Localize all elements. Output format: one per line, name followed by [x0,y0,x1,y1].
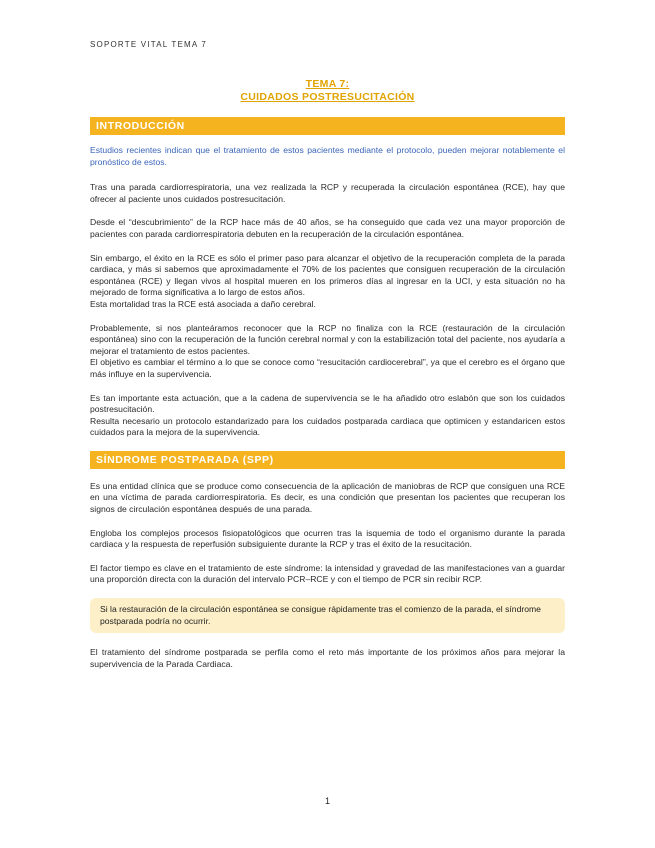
highlight-callout [90,598,565,633]
document-body [90,117,565,682]
spp-paragraph-4: El tratamiento del síndrome postparada se perfila como el reto más importante de los próximos años para mejorar la supervivencia de la Parada Cardiaca. [90,647,565,669]
section-heading-sindrome-postparada: SÍNDROME POSTPARADA (SPP) [90,451,565,469]
spp-paragraph-3: El factor tiempo es clave en el tratamiento de este síndrome: la intensidad y gravedad de las manifestaciones van a guardar una proporción directa con la duración del intervalo PCR–RCE y con el tiempo de PCR sin recibir RCP. [90,562,565,585]
intro-paragraph-4b: El objetivo es cambiar el término a lo que se conoce como “resucitación cardiocerebral”, ya que el cerebro es el órgano que más influye en la supervivencia. [90,357,565,379]
intro-paragraph-4a: Probablemente, si nos planteáramos reconocer que la RCP no finaliza con la RCE (restauración de la circulación espontánea) sino con la recuperación de la función cerebral normal y con la estabilización total del paciente, nos ayudaría a mejorar el tratamiento de estos pacientes. [90,322,565,356]
title-line-2: CUIDADOS POSTRESUCITACIÓN [240,91,415,103]
spp-paragraph-2: Engloba los complejos procesos fisiopatológicos que ocurren tras la isquemia de todo el organismo durante la parada cardiaca y la respuesta de reperfusión subsiguiente durante la RCP y tras el éxito de la resucitación. [90,527,565,550]
intro-paragraph-5b: Resulta necesario un protocolo estandarizado para los cuidados postparada cardiaca que optimicen y estandaricen estos cuidados para la mejora de la supervivencia. [90,415,565,438]
section-heading-introduccion: INTRODUCCIÓN [90,117,565,135]
intro-paragraph-3b: Esta mortalidad tras la RCE está asociada a daño cerebral. [90,298,316,309]
page-title [90,78,565,104]
spp-paragraph-1: Es una entidad clínica que se produce como consecuencia de la aplicación de maniobras de RCP que consiguen una RCE en una víctima de parada cardiorrespiratoria. Es decir, es una condición que presentan los pacientes que recuperan los signos de circulación espontánea después de una parada. [90,480,565,515]
highlight-callout-text: Si la restauración de la circulación espontánea se consigue rápidamente tras el comienzo de la parada, el síndrome postparada podría no ocurrir. [100,604,541,626]
intro-lead-paragraph: Estudios recientes indican que el tratamiento de estos pacientes mediante el protocolo, pueden mejorar notablemente el pronóstico de estos. [90,145,565,167]
page-number: 1 [324,796,330,806]
intro-paragraph-5a: Es tan importante esta actuación, que a la cadena de supervivencia se le ha añadido otro eslabón que son los cuidados postresucitación. [90,392,565,415]
running-header: SOPORTE VITAL TEMA 7 [90,40,208,49]
intro-paragraph-1: Tras una parada cardiorrespiratoria, una vez realizada la RCP y recuperada la circulación espontánea (RCE), hay que ofrecer al paciente unos cuidados postresucitación. [90,182,565,204]
intro-paragraph-2: Desde el “descubrimiento” de la RCP hace más de 40 años, se ha conseguido que cada vez una mayor proporción de pacientes con parada cardiorrespiratoria debuten en la recuperación de la circulación espontánea. [90,217,565,239]
intro-paragraph-3a: Sin embargo, el éxito en la RCE es sólo el primer paso para alcanzar el objetivo de la recuperación completa de la parada cardiaca, y más si sabemos que aproximadamente el 70% de los pacientes que consiguen recuperación de la circulación espontánea (RCE) y llegan vivos al hospital mueren en los primeros días al ingresar en la UCI, y esta situación no ha mejorado de forma significativa a lo largo de estos años. [90,252,565,298]
title-line-1: TEMA 7: [305,78,350,90]
